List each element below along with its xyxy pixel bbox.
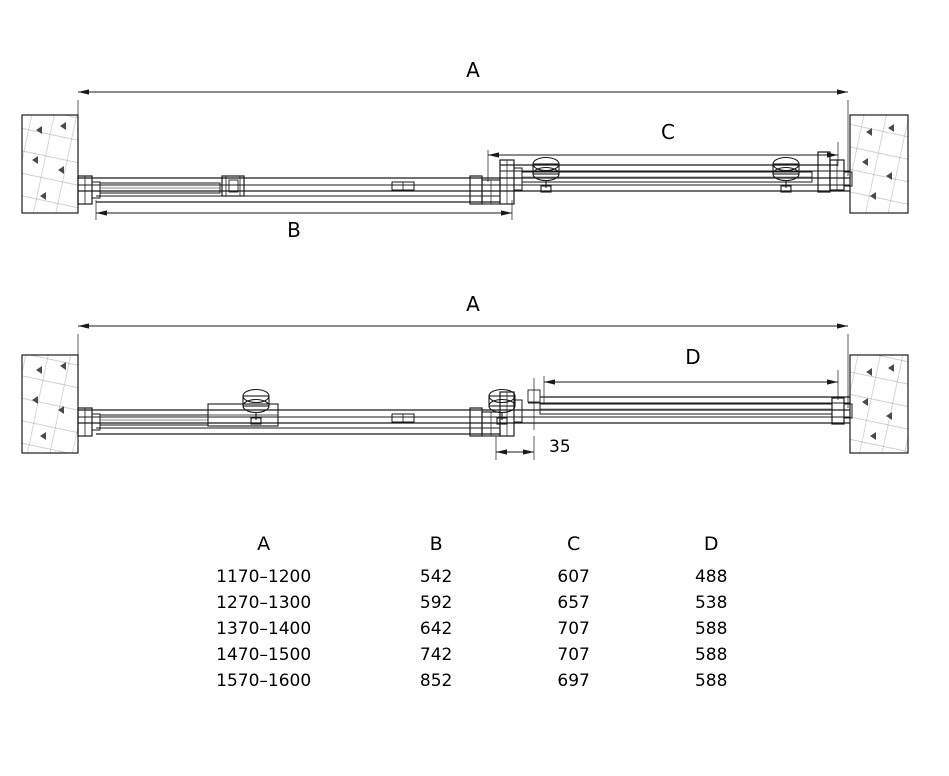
cell-d: 538 xyxy=(694,593,728,613)
table-header-b: B xyxy=(429,533,443,555)
table-header-d: D xyxy=(703,533,719,555)
cell-d: 588 xyxy=(694,671,728,691)
cell-c: 707 xyxy=(557,619,590,639)
cell-b: 542 xyxy=(419,567,453,587)
cell-b: 592 xyxy=(419,593,453,613)
dimension-35-lower xyxy=(496,436,534,460)
cell-c: 657 xyxy=(557,593,590,613)
table-row xyxy=(160,616,780,642)
cell-a: 1270–1300 xyxy=(216,593,312,613)
table-row xyxy=(160,668,780,694)
cell-b: 742 xyxy=(419,645,453,665)
size-table xyxy=(160,524,780,694)
dimension-b-upper xyxy=(96,200,512,220)
cell-a: 1170–1200 xyxy=(216,567,312,587)
table-row xyxy=(160,564,780,590)
cell-b: 852 xyxy=(419,671,453,691)
wall-left-lower xyxy=(22,355,78,453)
cell-c: 697 xyxy=(557,671,590,691)
wall-left-upper xyxy=(22,115,78,213)
cell-b: 642 xyxy=(419,619,453,639)
dimension-a-lower xyxy=(78,326,848,408)
cell-c: 607 xyxy=(557,567,590,587)
wall-right-lower xyxy=(850,355,908,453)
table-header-a: A xyxy=(257,533,271,555)
table-row xyxy=(160,642,780,668)
cell-d: 588 xyxy=(694,619,728,639)
dimension-label-a-lower: A xyxy=(466,292,480,316)
lower-view xyxy=(22,326,908,460)
wall-right-upper xyxy=(850,115,908,213)
dimension-label-b-upper: B xyxy=(287,218,301,242)
dimension-label-d-lower: D xyxy=(685,345,701,369)
dimension-d-lower xyxy=(528,370,838,430)
dimension-label-35-lower: 35 xyxy=(549,437,571,457)
door-assembly-upper xyxy=(78,152,852,204)
dimension-label-a-upper: A xyxy=(466,58,480,82)
cell-c: 707 xyxy=(557,645,590,665)
dimension-c-upper xyxy=(488,142,838,182)
table-row xyxy=(160,590,780,616)
cell-a: 1570–1600 xyxy=(216,671,312,691)
cell-d: 488 xyxy=(694,567,728,587)
cell-a: 1470–1500 xyxy=(216,645,312,665)
cell-a: 1370–1400 xyxy=(216,619,312,639)
upper-view xyxy=(22,92,908,220)
table-header-c: C xyxy=(567,533,581,555)
dimension-label-c-upper: C xyxy=(661,120,675,144)
table-header-row xyxy=(160,524,780,564)
cell-d: 588 xyxy=(694,645,728,665)
door-assembly-lower xyxy=(78,390,852,437)
dimension-a-upper xyxy=(78,92,848,176)
